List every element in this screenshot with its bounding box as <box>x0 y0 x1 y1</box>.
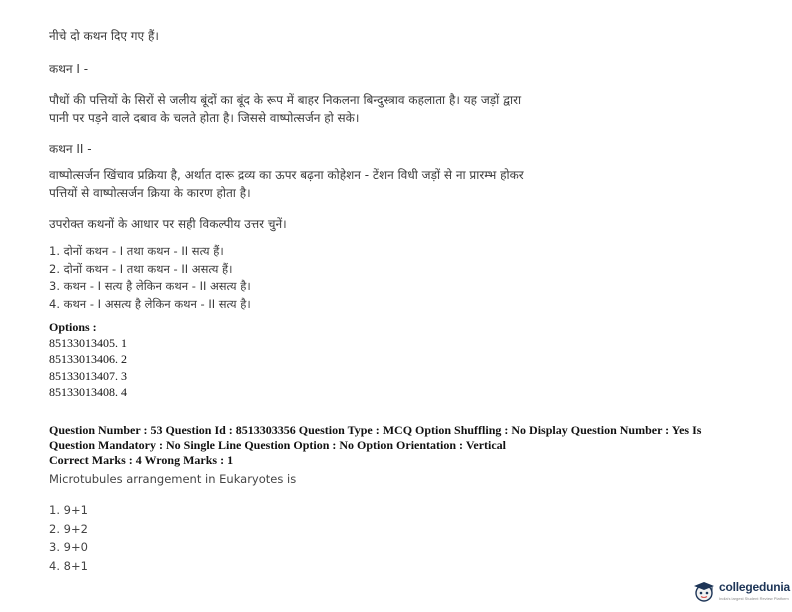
options-header: Options : <box>49 320 97 334</box>
statement2-label: कथन II - <box>49 142 92 156</box>
hindi-option-2: 2. दोनों कथन - I तथा कथन - II असत्य हैं। <box>49 261 233 276</box>
intro-text: नीचे दो कथन दिए गए हैं। <box>49 29 159 43</box>
hindi-option-1: 1. दोनों कथन - I तथा कथन - II सत्य हैं। <box>49 244 224 258</box>
option-code-4: 85133013408. 4 <box>49 385 127 400</box>
marks-line: Correct Marks : 4 Wrong Marks : 1 <box>49 453 234 467</box>
logo-name: collegedunia <box>719 580 790 594</box>
statement2-line1: वाष्पोत्सर्जन खिंचाव प्रक्रिया है, अर्थात दारू द्रव्य का ऊपर बढ़ना कोहेशन - टेंशन विधी जड़ों से ना प्रारम्भ होकर <box>49 168 524 182</box>
statement1-label: कथन I - <box>49 62 89 76</box>
question-meta-line2: Question Mandatory : No Single Line Question Option : No Option Orientation : Vertical <box>49 438 507 452</box>
question2-option-2: 2. 9+2 <box>49 521 88 536</box>
option-code-2: 85133013406. 2 <box>49 352 127 367</box>
statement1-line2: पानी पर पड़ने वाले दबाव के चलते होता है। जिससे वाष्पोत्सर्जन हो सके। <box>49 111 360 125</box>
question2-option-4: 4. 8+1 <box>49 558 88 573</box>
hindi-option-3: 3. कथन - I सत्य है लेकिन कथन - II असत्य है। <box>49 279 251 293</box>
option-code-1: 85133013405. 1 <box>49 336 127 350</box>
statement1-line1: पौधों की पत्तियों के सिरों से जलीय बूंदों का बूंद के रूप में बाहर निकलना बिन्दुस्त्राव कहलाता है। यह जड़ों द्वारा <box>49 93 522 107</box>
question-meta-line1: Question Number : 53 Question Id : 8513303356 Question Type : MCQ Option Shuffling : No Display Question Number : Yes Is <box>49 423 702 437</box>
hindi-option-4: 4. कथन - I असत्य है लेकिन कथन - II सत्य है। <box>49 296 251 311</box>
statement2-line2: पत्तियों से वाष्पोत्सर्जन क्रिया के कारण होता है। <box>49 186 251 200</box>
question2-text: Microtubules arrangement in Eukaryotes is <box>49 472 297 486</box>
option-codes-list <box>49 335 127 401</box>
instruction-text: उपरोक्त कथनों के आधार पर सही विकल्पीय उत्तर चुनें। <box>49 217 287 231</box>
question2-options-list <box>49 501 88 575</box>
question2-option-3: 3. 9+0 <box>49 540 88 554</box>
question2-option-1: 1. 9+1 <box>49 503 88 517</box>
option-code-3: 85133013407. 3 <box>49 368 127 383</box>
collegedunia-logo <box>692 577 788 607</box>
logo-tagline: India's largest Student Review Platform <box>719 596 789 601</box>
hindi-options-list <box>49 243 251 313</box>
graduate-mascot-icon <box>692 579 716 603</box>
